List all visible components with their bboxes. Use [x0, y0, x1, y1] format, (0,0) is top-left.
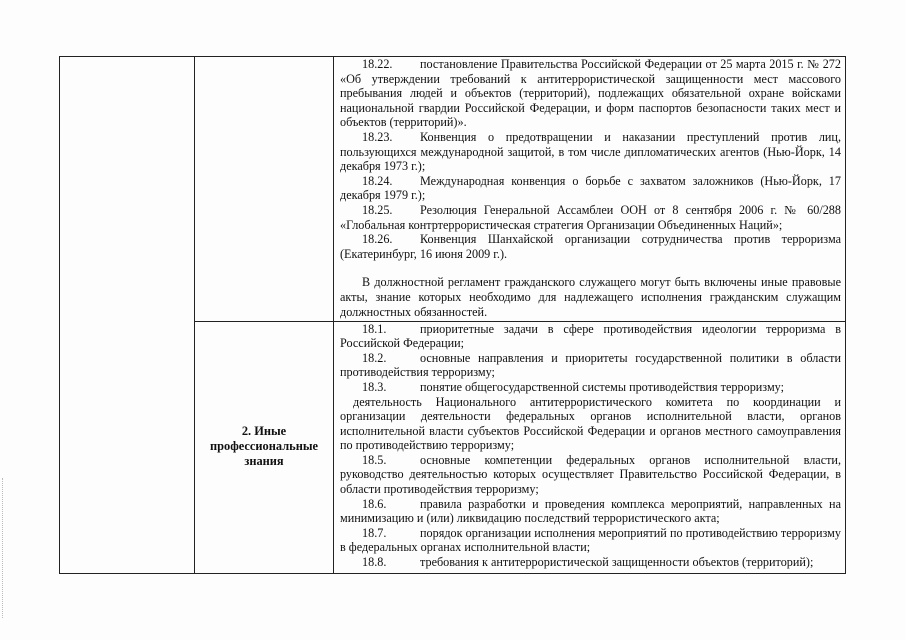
- table-cell-label: [195, 321, 334, 573]
- table-cell-empty: [60, 57, 195, 574]
- item-number: 18.2.: [362, 350, 387, 365]
- table-cell-content: [334, 57, 846, 322]
- list-item: [340, 174, 841, 203]
- item-text: правила разработки и проведения комплекса мероприятий, направленных на минимизацию и (или) ликвидацию последствий террористического акта;: [340, 496, 841, 526]
- list-item: [340, 322, 841, 351]
- table-row: [60, 57, 846, 322]
- list-item: [340, 526, 841, 555]
- list-item: [340, 555, 841, 570]
- section-label: 2. Иные профессиональные знания: [209, 423, 319, 468]
- item-number: 18.7.: [362, 525, 387, 540]
- item-number: 18.25.: [362, 202, 393, 217]
- table-cell-empty: [195, 57, 334, 322]
- list-item: [340, 203, 841, 232]
- item-number: 18.26.: [362, 232, 393, 247]
- list-item: [340, 395, 841, 453]
- item-number: 18.5.: [362, 452, 387, 467]
- item-number: 18.23.: [362, 129, 393, 144]
- item-text: Конвенция о предотвращении и наказании преступлений против лиц, пользующихся международной защитой, в том числе дипломатических агентов (Нью-Йорк, 14 декабря 1973 г.);: [340, 129, 841, 174]
- item-text: порядок организации исполнения мероприятий по противодействию терроризму в федеральных органах исполнительной власти;: [340, 525, 841, 555]
- item-text: основные направления и приоритеты государственной политики в области противодействия терроризму;: [340, 350, 841, 380]
- item-number: 18.24.: [362, 173, 393, 188]
- list-item: [340, 130, 841, 174]
- item-number: 18.1.: [362, 321, 387, 336]
- item-number: 18.6.: [362, 496, 387, 511]
- list-item: [340, 497, 841, 526]
- list-item: [340, 453, 841, 497]
- list-item: [340, 380, 841, 395]
- scan-edge-mark: [2, 478, 5, 618]
- item-number: 18.8.: [362, 555, 387, 570]
- item-text: Конвенция Шанхайской организации сотрудничества против терроризма (Екатеринбург, 16 июня 2009 г.).: [340, 232, 841, 261]
- item-text: понятие общегосударственной системы противодействия терроризму;: [420, 379, 784, 394]
- content-block-knowledge: [334, 322, 845, 570]
- list-item: [340, 57, 841, 130]
- item-text: деятельность Национального антитеррористического комитета по координации и организации деятельности федеральных органов исполнительной власти, органов исполнительной власти субъектов Российской Федерации и органов местного самоуправления по противодействию терроризму;: [340, 394, 841, 453]
- item-text: требования к антитеррористической защищенности объектов (территорий);: [420, 555, 814, 570]
- item-text: постановление Правительства Российской Федерации от 25 марта 2015 г. № 272 «Об утверждении требований к антитеррористической защищенности мест массового пребывания людей и объектов (территорий), подлежащих обязательной охране войсками национальной гвардии Российской Федерации, и форм паспортов безопасности таких мест и объектов (территорий)».: [340, 57, 841, 130]
- table-cell-content: [334, 321, 846, 573]
- item-text: приоритетные задачи в сфере противодействия идеологии терроризма в Российской Федерации;: [340, 321, 841, 351]
- item-text: основные компетенции федеральных органов исполнительной власти, руководство деятельностью которых осуществляет Правительство Российской Федерации, в области противодействия терроризму;: [340, 452, 841, 497]
- content-block-legal-acts: [334, 57, 845, 317]
- item-number: 18.22.: [362, 57, 393, 71]
- item-text: Резолюция Генеральной Ассамблеи ООН от 8 сентября 2006 г. № 60/288 «Глобальная контртеррористическая стратегия Организации Объединенных Наций»;: [340, 202, 841, 232]
- closing-paragraph: В должностной регламент гражданского служащего могут быть включены иные правовые акты, знание которых необходимо для надлежащего исполнения гражданским служащим должностных обязанностей.: [340, 275, 841, 319]
- item-number: 18.3.: [362, 379, 387, 394]
- spacer: [340, 261, 841, 275]
- list-item: [340, 232, 841, 261]
- list-item: [340, 351, 841, 380]
- item-text: Международная конвенция о борьбе с захватом заложников (Нью-Йорк, 17 декабря 1979 г.);: [340, 173, 841, 203]
- requirements-table: [59, 56, 846, 574]
